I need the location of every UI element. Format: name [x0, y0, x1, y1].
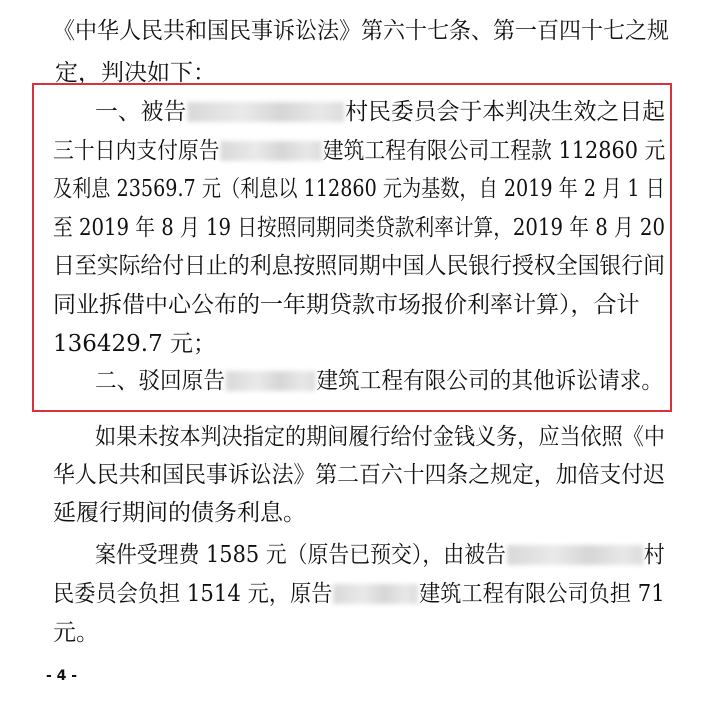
- text-line: [0, 172, 717, 206]
- text-line: [0, 211, 717, 245]
- redacted-name: [220, 141, 321, 161]
- line-text: 延履行期间的债务利息。: [53, 500, 306, 526]
- line-text: 元。: [53, 620, 99, 646]
- text-line: [0, 538, 717, 572]
- text-line: [0, 95, 717, 129]
- text-line: [0, 616, 717, 650]
- text-line: [0, 56, 717, 90]
- line-text: 案件受理费 1585 元（原告已预交），由被告: [95, 542, 506, 568]
- line-text: 建筑工程有限公司的其他诉讼请求。: [316, 368, 663, 394]
- line-text: 三十日内支付原告: [53, 138, 220, 164]
- line-text: 日至实际给付日止的利息按照同期中国人民银行授权全国银行间: [53, 253, 665, 279]
- line-text: 一、被告: [95, 99, 187, 125]
- text-line: [0, 420, 717, 454]
- line-text: 如果未按本判决指定的期间履行给付金钱义务，应当依照《中: [95, 424, 665, 450]
- redacted-name: [333, 584, 418, 604]
- text-line: [0, 249, 717, 283]
- line-text: 华人民共和国民事诉讼法》第二百六十四条之规定，加倍支付迟: [53, 462, 665, 488]
- redacted-name: [507, 545, 643, 565]
- line-text: 及利息 23569.7 元（利息以 112860 元为基数，自 2019 年 2 月 1 日: [53, 176, 665, 202]
- text-line: [0, 577, 717, 611]
- line-text: 至 2019 年 8 月 19 日按照同期同类贷款利率计算，2019 年 8 月 20: [53, 215, 665, 241]
- text-line: [0, 458, 717, 492]
- line-text: 村民委员会于本判决生效之日起: [345, 99, 665, 125]
- text-line: [0, 14, 717, 48]
- text-line: [0, 134, 717, 168]
- line-text: 村: [643, 542, 665, 568]
- line-text: 同业拆借中心公布的一年期贷款市场报价利率计算），合计: [53, 292, 640, 318]
- text-line: [0, 364, 717, 398]
- line-text: 136429.7 元；: [53, 331, 217, 357]
- line-text: 二、驳回原告: [95, 368, 225, 394]
- text-line: [0, 327, 717, 361]
- redacted-name: [226, 371, 315, 391]
- red-highlight-box: [32, 83, 672, 412]
- line-text: 定，判决如下：: [55, 60, 216, 86]
- page-number: - 4 -: [46, 668, 78, 684]
- line-text: 建筑工程有限公司负担 71: [419, 581, 665, 607]
- redacted-name: [187, 102, 344, 122]
- text-line: [0, 496, 717, 530]
- text-line: [0, 288, 717, 322]
- line-text: 建筑工程有限公司工程款 112860 元: [322, 138, 666, 164]
- line-text: 民委员会负担 1514 元，原告: [53, 581, 333, 607]
- line-text: 《中华人民共和国民事诉讼法》第六十七条、第一百四十七之规: [53, 18, 669, 44]
